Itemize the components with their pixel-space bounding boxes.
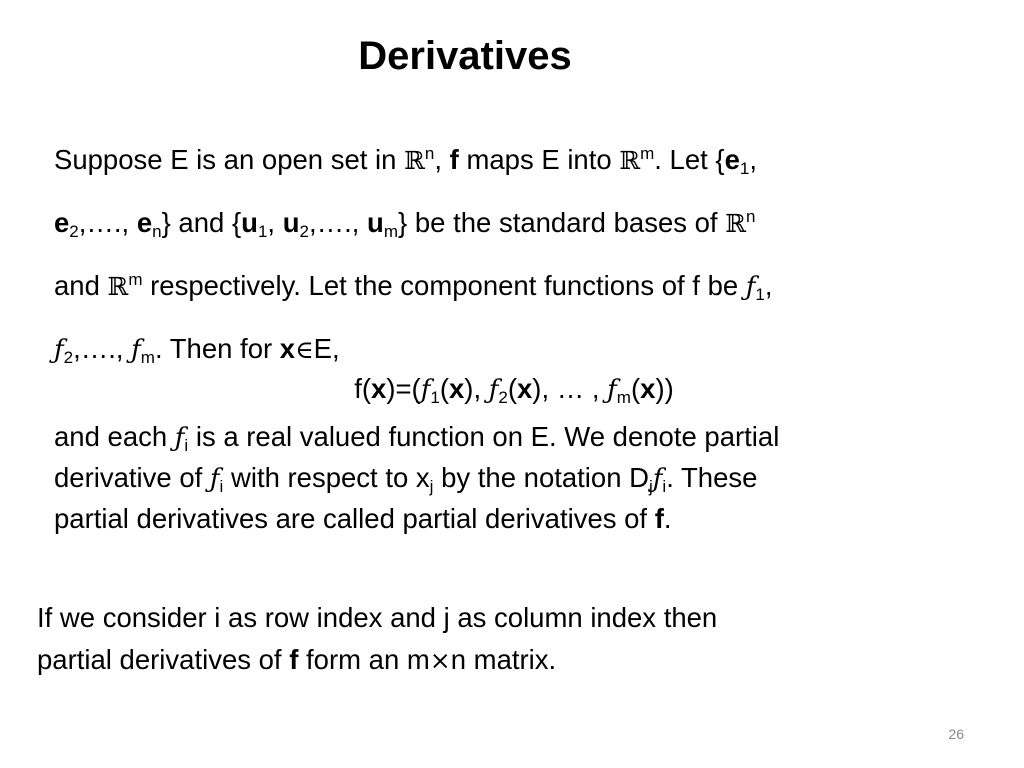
text: ( xyxy=(439,373,449,404)
bold-f: f xyxy=(449,144,459,175)
subscript: j xyxy=(649,477,653,496)
text: ), … , xyxy=(532,373,608,404)
script-f-symbol: ƒ xyxy=(131,335,141,365)
line-3 xyxy=(54,266,974,329)
text: )) xyxy=(655,373,674,404)
superscript: n xyxy=(424,144,435,163)
text: by the notation D xyxy=(433,462,650,493)
script-f-symbol: ƒ xyxy=(420,375,431,405)
text: } and { xyxy=(161,207,242,238)
equation-line xyxy=(54,369,974,417)
subscript: 1 xyxy=(739,159,750,178)
definition-text xyxy=(54,140,974,539)
times-symbol: × xyxy=(429,646,451,675)
text: . Then for xyxy=(154,333,280,364)
text: and xyxy=(54,270,108,301)
text: partial derivatives of xyxy=(37,644,290,675)
line-6 xyxy=(54,417,974,458)
text: f( xyxy=(354,373,372,404)
subscript: 1 xyxy=(257,222,268,241)
slide-title: Derivatives xyxy=(358,34,572,78)
script-f-symbol: ƒ xyxy=(488,375,499,405)
subscript: n xyxy=(152,222,162,241)
note-line-2 xyxy=(37,639,987,682)
subscript: 2 xyxy=(69,222,79,241)
text: ,…., xyxy=(73,333,132,364)
script-f-symbol: ƒ xyxy=(607,375,617,405)
subscript: 2 xyxy=(299,222,309,241)
bold-e: e xyxy=(136,207,153,238)
text: ( xyxy=(507,373,517,404)
text: . xyxy=(663,503,672,534)
text: . Let { xyxy=(654,144,725,175)
bold-x: x xyxy=(279,333,296,364)
subscript: i xyxy=(184,436,189,455)
line-2 xyxy=(54,203,974,266)
bold-x: x xyxy=(517,373,533,404)
reals-symbol: ℝ xyxy=(107,272,129,301)
superscript: n xyxy=(746,207,756,226)
text: )=( xyxy=(386,373,421,404)
subscript: m xyxy=(383,222,399,241)
subscript: 1 xyxy=(430,388,440,407)
line-4 xyxy=(54,329,974,369)
script-f-symbol: ƒ xyxy=(174,423,185,453)
text: E, xyxy=(313,333,340,364)
subscript: 1 xyxy=(755,285,765,304)
text: ( xyxy=(630,373,641,404)
text: . These xyxy=(666,462,758,493)
text: is a real valued function on E. We denote partial xyxy=(188,421,780,452)
text: n matrix. xyxy=(450,644,557,675)
subscript: j xyxy=(429,477,434,496)
text: ), xyxy=(464,373,489,404)
bold-x: x xyxy=(448,373,465,404)
subscript: m xyxy=(616,388,631,407)
subscript: 2 xyxy=(498,388,508,407)
line-8 xyxy=(54,499,974,539)
text: form an m xyxy=(298,644,430,675)
bold-u: u xyxy=(367,207,384,238)
page-number: 26 xyxy=(948,726,964,742)
bold-u: u xyxy=(241,207,258,238)
text: , xyxy=(749,144,758,175)
text: Suppose E is an open set in xyxy=(54,144,405,175)
script-f-symbol: ƒ xyxy=(652,464,663,494)
text: } be the standard bases of xyxy=(398,207,726,238)
subscript: 2 xyxy=(63,348,74,367)
subscript: i xyxy=(219,477,224,496)
script-f-symbol: ƒ xyxy=(745,272,756,302)
bold-e: e xyxy=(724,144,740,175)
text: ,…., xyxy=(78,207,137,238)
line-1 xyxy=(54,140,974,203)
text: , xyxy=(764,270,773,301)
script-f-symbol: ƒ xyxy=(54,335,64,365)
reals-symbol: ℝ xyxy=(404,146,425,175)
bold-x: x xyxy=(371,373,387,404)
text: , xyxy=(267,207,283,238)
text: respectively. Let the component functions of f be xyxy=(142,270,746,301)
bold-f: f xyxy=(289,644,299,675)
matrix-note xyxy=(37,597,987,682)
text: derivative of xyxy=(54,462,210,493)
bold-u: u xyxy=(282,207,300,238)
script-f-symbol: ƒ xyxy=(209,464,220,494)
line-7 xyxy=(54,458,974,499)
bold-e: e xyxy=(54,207,70,238)
text: , xyxy=(434,144,450,175)
reals-symbol: ℝ xyxy=(619,146,641,175)
element-of-symbol: ∈ xyxy=(295,335,314,364)
subscript: i xyxy=(662,477,667,496)
bold-x: x xyxy=(640,373,656,404)
text: and each xyxy=(54,421,175,452)
note-line-1: If we consider i as row index and j as column index then xyxy=(37,602,718,633)
superscript: m xyxy=(640,144,655,163)
text: maps E into xyxy=(458,144,620,175)
superscript: m xyxy=(128,270,143,289)
subscript: m xyxy=(140,348,155,367)
text: ,…., xyxy=(308,207,368,238)
reals-symbol: ℝ xyxy=(725,209,746,238)
text: partial derivatives are called partial derivatives of xyxy=(54,503,655,534)
text: with respect to x xyxy=(223,462,430,493)
bold-f: f xyxy=(654,503,664,534)
